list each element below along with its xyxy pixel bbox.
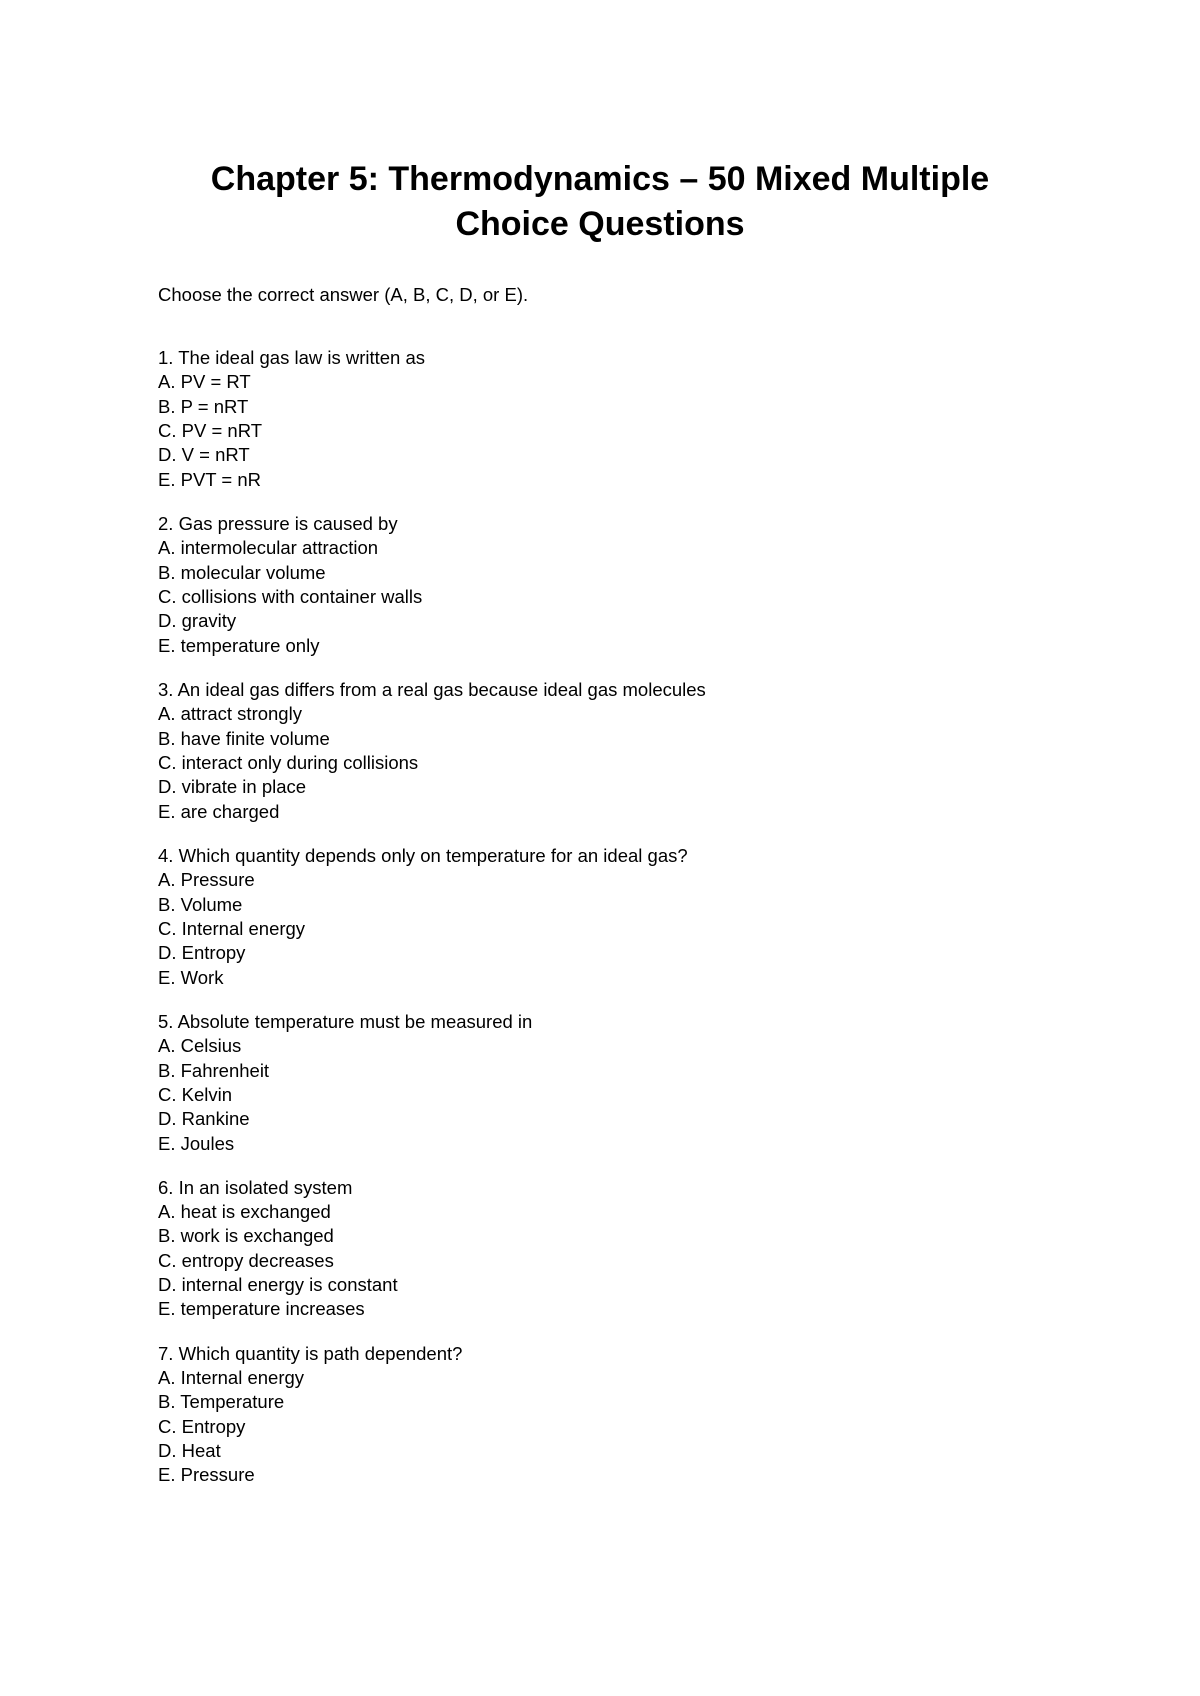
option-b: [158, 1390, 1098, 1414]
option-d: [158, 775, 1098, 799]
option-text: work is exchanged: [180, 1225, 334, 1247]
question-6: [158, 1176, 1098, 1322]
question-number: 1.: [158, 347, 174, 368]
option-letter: C.: [158, 1083, 177, 1105]
question-number: 3.: [158, 678, 174, 700]
option-text: Internal energy: [180, 1367, 305, 1389]
question-text: Gas pressure is caused by: [178, 512, 398, 534]
option-letter: E.: [158, 1132, 176, 1154]
option-letter: B.: [158, 395, 176, 417]
option-c: [158, 419, 1098, 443]
option-a: [158, 868, 1098, 892]
option-text: temperature only: [180, 634, 320, 656]
option-letter: B.: [158, 561, 176, 583]
option-e: [158, 1132, 1098, 1156]
option-letter: A.: [158, 1201, 176, 1223]
question-stem: [158, 346, 1098, 370]
option-a: [158, 1366, 1098, 1390]
option-c: [158, 751, 1098, 775]
option-b: [158, 395, 1098, 419]
question-text: In an isolated system: [178, 1176, 353, 1198]
option-c: [158, 1249, 1098, 1273]
title-line-1: Chapter 5: Thermodynamics – 50 Mixed Multiple: [210, 160, 990, 198]
question-number: 2.: [158, 512, 174, 534]
option-d: [158, 1273, 1098, 1297]
question-text: Which quantity is path dependent?: [178, 1342, 463, 1364]
title-line-2: Choice Questions: [455, 205, 745, 243]
option-letter: E.: [158, 1464, 176, 1486]
option-text: gravity: [181, 610, 237, 632]
option-c: [158, 1415, 1098, 1439]
option-text: PVT = nR: [180, 468, 262, 490]
option-letter: E.: [158, 634, 176, 656]
option-letter: E.: [158, 1298, 176, 1320]
option-text: Work: [180, 966, 224, 988]
question-list: [158, 346, 1098, 1508]
option-text: have finite volume: [180, 727, 330, 749]
option-letter: D.: [158, 1440, 177, 1462]
option-text: intermolecular attraction: [180, 537, 379, 559]
option-b: [158, 727, 1098, 751]
option-letter: A.: [158, 1367, 176, 1389]
option-text: Entropy: [181, 942, 246, 964]
option-letter: C.: [158, 1415, 177, 1437]
option-e: [158, 800, 1098, 824]
option-letter: A.: [158, 869, 176, 891]
option-text: vibrate in place: [181, 776, 307, 798]
question-stem: [158, 678, 1098, 702]
option-e: [158, 1463, 1098, 1487]
option-letter: D.: [158, 610, 177, 632]
option-letter: C.: [158, 585, 177, 607]
option-text: are charged: [180, 800, 280, 822]
option-c: [158, 1083, 1098, 1107]
option-letter: B.: [158, 727, 176, 749]
option-letter: C.: [158, 1249, 177, 1271]
option-text: molecular volume: [180, 561, 326, 583]
question-number: 4.: [158, 844, 174, 866]
option-text: Entropy: [181, 1415, 246, 1437]
question-text: Which quantity depends only on temperature for an ideal gas?: [178, 844, 688, 866]
option-text: Heat: [181, 1440, 221, 1462]
option-text: PV = nRT: [181, 420, 263, 442]
option-text: Celsius: [180, 1035, 242, 1057]
option-text: collisions with container walls: [181, 585, 423, 607]
option-text: interact only during collisions: [181, 751, 419, 773]
question-number: 5.: [158, 1010, 174, 1032]
option-text: Kelvin: [181, 1083, 233, 1105]
option-text: Temperature: [180, 1391, 285, 1413]
page-title: [100, 157, 1100, 247]
option-a: [158, 702, 1098, 726]
option-e: [158, 468, 1098, 492]
question-4: [158, 844, 1098, 990]
question-stem: [158, 1010, 1098, 1034]
option-text: internal energy is constant: [181, 1274, 398, 1296]
option-text: Pressure: [180, 869, 255, 891]
option-c: [158, 917, 1098, 941]
option-d: [158, 941, 1098, 965]
option-letter: D.: [158, 942, 177, 964]
option-text: entropy decreases: [181, 1249, 334, 1271]
option-text: Rankine: [181, 1108, 250, 1130]
option-b: [158, 1059, 1098, 1083]
question-3: [158, 678, 1098, 824]
option-text: Pressure: [180, 1464, 255, 1486]
option-text: Joules: [180, 1132, 235, 1154]
option-letter: E.: [158, 468, 176, 490]
option-letter: B.: [158, 1225, 176, 1247]
option-e: [158, 966, 1098, 990]
question-number: 7.: [158, 1342, 174, 1364]
option-letter: E.: [158, 800, 176, 822]
option-d: [158, 443, 1098, 467]
option-text: Fahrenheit: [180, 1059, 270, 1081]
option-b: [158, 893, 1098, 917]
option-letter: D.: [158, 1108, 177, 1130]
option-text: PV = RT: [180, 371, 251, 393]
question-stem: [158, 512, 1098, 536]
option-c: [158, 585, 1098, 609]
option-e: [158, 634, 1098, 658]
option-letter: B.: [158, 1391, 176, 1413]
option-letter: D.: [158, 444, 177, 466]
option-a: [158, 1034, 1098, 1058]
option-letter: E.: [158, 966, 176, 988]
option-text: heat is exchanged: [180, 1201, 331, 1223]
option-a: [158, 1200, 1098, 1224]
option-letter: B.: [158, 1059, 176, 1081]
option-e: [158, 1297, 1098, 1321]
question-number: 6.: [158, 1176, 174, 1198]
question-1: [158, 346, 1098, 492]
option-b: [158, 561, 1098, 585]
option-letter: C.: [158, 917, 177, 939]
option-b: [158, 1224, 1098, 1248]
question-text: The ideal gas law is written as: [178, 347, 426, 368]
option-a: [158, 536, 1098, 560]
option-letter: B.: [158, 893, 176, 915]
option-letter: C.: [158, 420, 177, 442]
option-letter: D.: [158, 1274, 177, 1296]
option-letter: A.: [158, 537, 176, 559]
instructions: Choose the correct answer (A, B, C, D, or E).: [158, 284, 529, 305]
option-letter: C.: [158, 751, 177, 773]
question-7: [158, 1342, 1098, 1488]
option-text: Volume: [180, 893, 243, 915]
option-d: [158, 609, 1098, 633]
question-stem: [158, 844, 1098, 868]
option-a: [158, 370, 1098, 394]
option-letter: D.: [158, 776, 177, 798]
option-d: [158, 1439, 1098, 1463]
question-text: An ideal gas differs from a real gas because ideal gas molecules: [177, 678, 706, 700]
option-text: temperature increases: [180, 1298, 365, 1320]
option-text: Internal energy: [181, 917, 306, 939]
option-d: [158, 1107, 1098, 1131]
question-5: [158, 1010, 1098, 1156]
question-2: [158, 512, 1098, 658]
question-stem: [158, 1176, 1098, 1200]
option-text: P = nRT: [180, 395, 249, 417]
question-stem: [158, 1342, 1098, 1366]
option-text: attract strongly: [180, 703, 302, 725]
option-text: V = nRT: [181, 444, 250, 466]
option-letter: A.: [158, 703, 176, 725]
option-letter: A.: [158, 1035, 176, 1057]
question-text: Absolute temperature must be measured in: [177, 1010, 533, 1032]
option-letter: A.: [158, 371, 176, 393]
